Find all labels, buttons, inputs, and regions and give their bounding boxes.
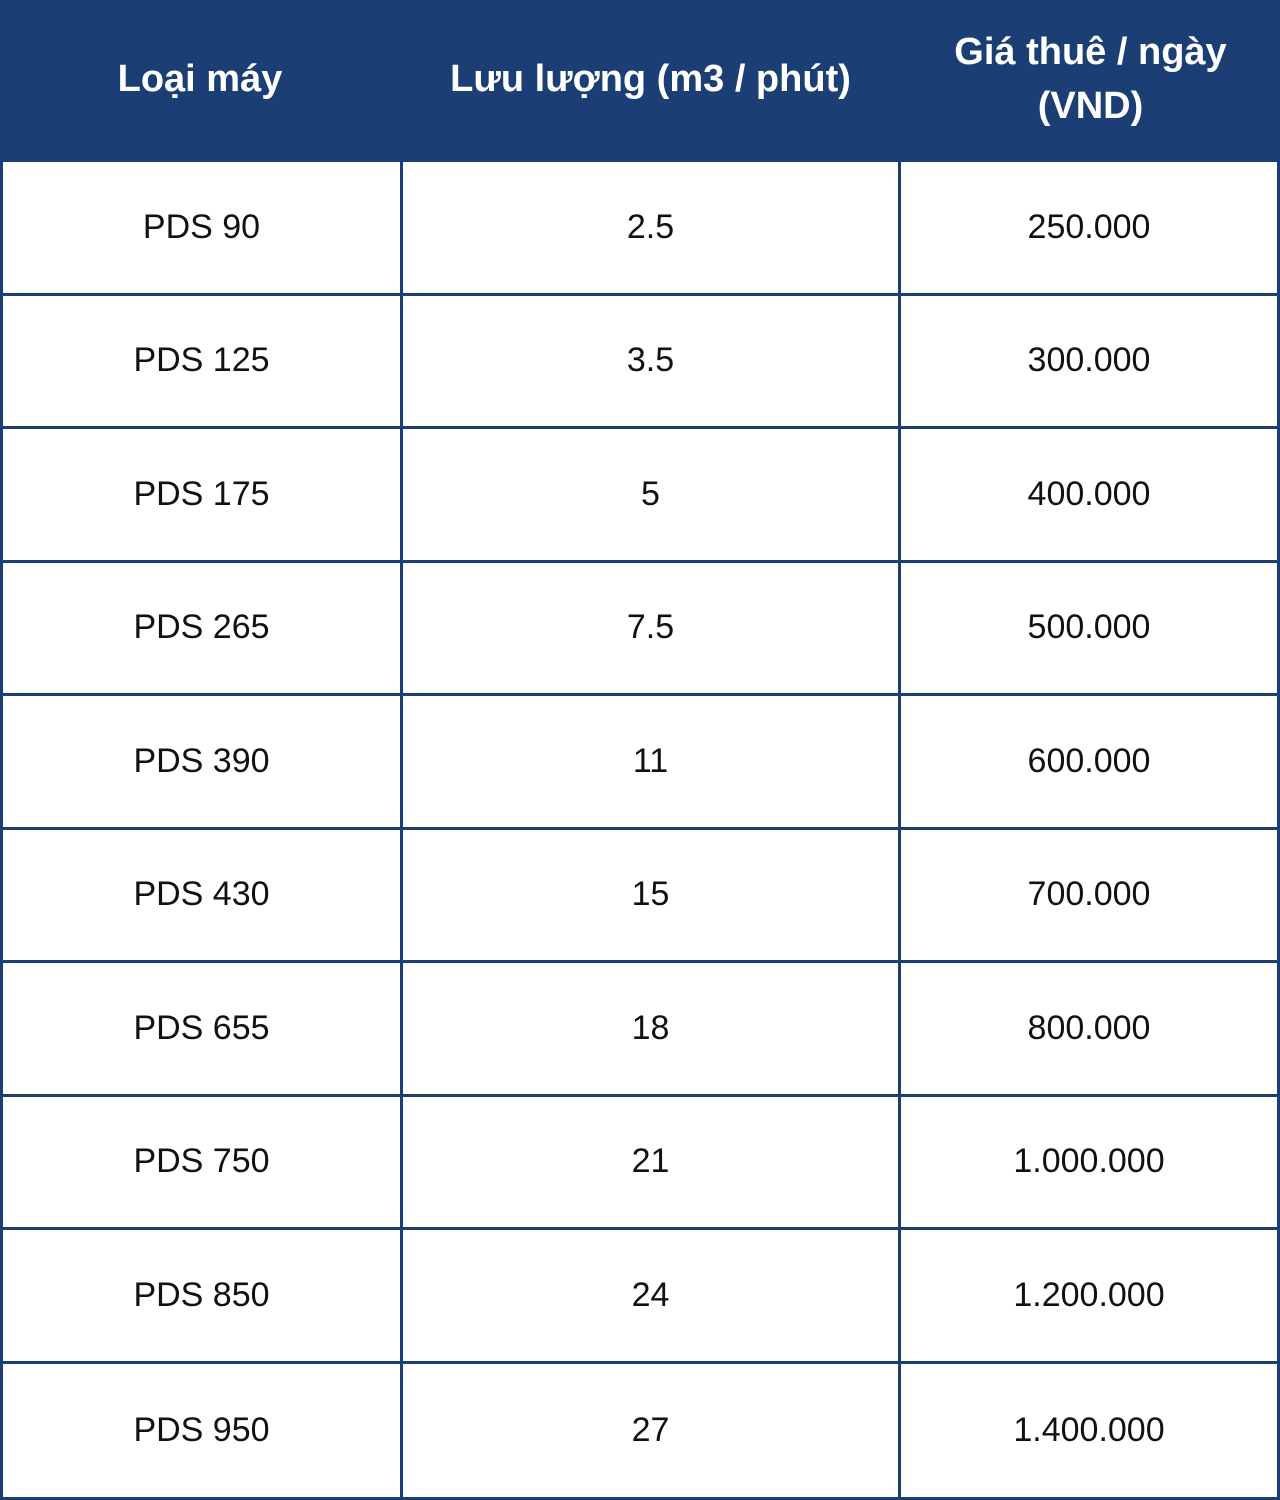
cell-machine-type: PDS 950	[133, 1410, 270, 1449]
cell-machine-type: PDS 390	[133, 741, 270, 780]
table-row	[3, 162, 1277, 296]
cell-machine-type: PDS 265	[133, 608, 270, 647]
table-row	[3, 830, 1277, 964]
cell-daily-price: 300.000	[1027, 341, 1151, 380]
cell-daily-price: 1.400.000	[1013, 1410, 1165, 1449]
cell-flow-rate: 5	[400, 429, 901, 560]
cell-daily-price: 500.000	[1027, 608, 1151, 647]
cell-daily-price: 400.000	[1027, 474, 1151, 513]
cell-daily-price: 1.000.000	[1013, 1142, 1165, 1181]
cell-daily-price: 600.000	[1027, 741, 1151, 780]
header-flow-rate: Lưu lượng (m3 / phút)	[450, 58, 851, 100]
cell-flow-rate: 24	[400, 1230, 901, 1361]
cell-machine-type: PDS 655	[133, 1008, 270, 1047]
table-row	[3, 1364, 1277, 1498]
cell-machine-type: PDS 750	[133, 1142, 270, 1181]
table-row	[3, 696, 1277, 830]
header-daily-price: Giá thuê / ngày (VND)	[954, 31, 1227, 127]
table-row	[3, 429, 1277, 563]
table-row	[3, 563, 1277, 697]
cell-daily-price: 800.000	[1027, 1008, 1151, 1047]
cell-machine-type: PDS 125	[133, 341, 270, 380]
table-header	[0, 0, 1280, 162]
table-row	[3, 296, 1277, 430]
cell-flow-rate: 2.5	[400, 162, 901, 293]
cell-daily-price: 700.000	[1027, 875, 1151, 914]
cell-flow-rate: 11	[400, 696, 901, 827]
cell-flow-rate: 15	[400, 830, 901, 961]
header-machine-type: Loại máy	[117, 58, 283, 100]
cell-flow-rate: 3.5	[400, 296, 901, 427]
cell-flow-rate: 27	[400, 1364, 901, 1498]
table-row	[3, 963, 1277, 1097]
cell-flow-rate: 18	[400, 963, 901, 1094]
cell-machine-type: PDS 90	[142, 207, 261, 246]
cell-flow-rate: 21	[400, 1097, 901, 1228]
cell-machine-type: PDS 430	[133, 875, 270, 914]
table-row	[3, 1097, 1277, 1231]
cell-daily-price: 250.000	[1027, 207, 1151, 246]
table-row	[3, 1230, 1277, 1364]
cell-machine-type: PDS 850	[133, 1275, 270, 1314]
cell-flow-rate: 7.5	[400, 563, 901, 694]
cell-daily-price: 1.200.000	[1013, 1275, 1165, 1314]
cell-machine-type: PDS 175	[133, 474, 270, 513]
table-body	[0, 162, 1280, 1500]
